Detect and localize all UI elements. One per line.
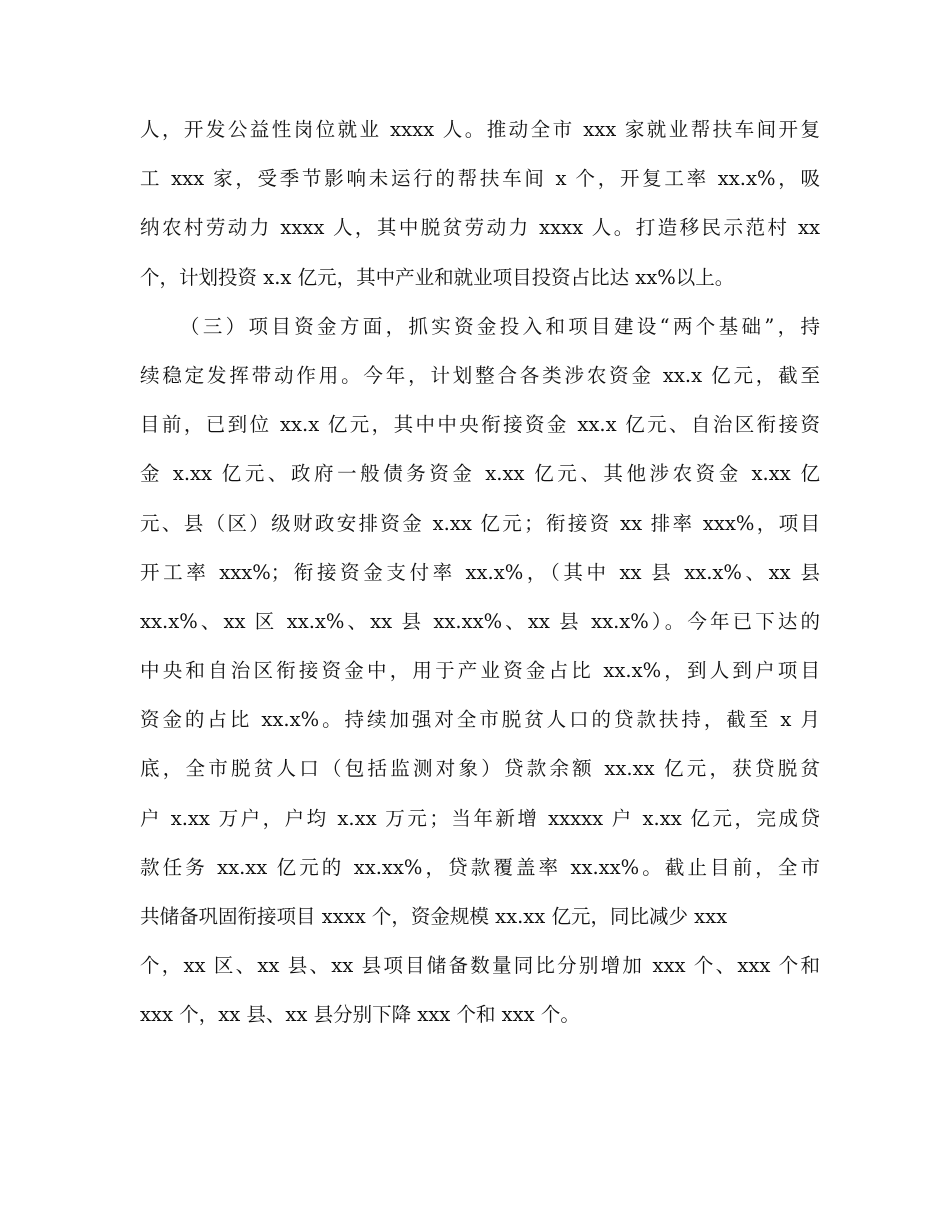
text-line: 目前，已到位 xx.x 亿元，其中中央衔接资金 xx.x 亿元、自治区衔接资 [140,413,820,437]
text-line: 资金的占比 xx.x%。持续加强对全市脱贫人口的贷款扶持，截至 x 月 [140,708,820,732]
text-line: 个，计划投资 x.x 亿元，其中产业和就业项目投资占比达 xx%以上。 [140,265,735,289]
text-line: 纳农村劳动力 xxxx 人，其中脱贫劳动力 xxxx 人。打造移民示范村 xx [140,216,820,240]
text-line: 开工率 xxx%；衔接资金支付率 xx.x%，（其中 xx 县 xx.x%、xx 县 [140,560,820,584]
text-line: 金 x.xx 亿元、政府一般债务资金 x.xx 亿元、其他涉农资金 x.xx 亿 [140,462,820,486]
section-heading-line: （三）项目资金方面，抓实资金投入和项目建设“两个基础”，持 [180,314,820,338]
text-line: 中央和自治区衔接资金中，用于产业资金占比 xx.x%，到人到户项目 [140,659,820,683]
text-line: 个，xx 区、xx 县、xx 县项目储备数量同比分别增加 xxx 个、xxx 个和 [140,954,820,978]
text-line: xx.x%、xx 区 xx.x%、xx 县 xx.xx%、xx 县 xx.x%）。今年已下达的 [140,609,820,633]
text-line: 共储备巩固衔接项目 xxxx 个，资金规模 xx.xx 亿元，同比减少 xxx [140,905,728,928]
text-line: 底，全市脱贫人口（包括监测对象）贷款余额 xx.xx 亿元，获贷脱贫 [140,757,820,781]
body-text [140,105,820,1040]
text-line: xxx 个，xx 县、xx 县分别下降 xxx 个和 xxx 个。 [140,1003,580,1027]
text-line: 工 xxx 家，受季节影响未运行的帮扶车间 x 个，开复工率 xx.x%，吸 [140,167,820,191]
text-line: 元、县（区）级财政安排资金 x.xx 亿元；衔接资 xx 排率 xxx%，项目 [140,511,820,535]
text-line: 人，开发公益性岗位就业 xxxx 人。推动全市 xxx 家就业帮扶车间开复 [140,118,820,141]
text-line: 款任务 xx.xx 亿元的 xx.xx%，贷款覆盖率 xx.xx%。截止目前，全市 [140,855,820,879]
text-line: 续稳定发挥带动作用。今年，计划整合各类涉农资金 xx.x 亿元，截至 [140,363,820,387]
text-line: 户 x.xx 万户，户均 x.xx 万元；当年新增 xxxxx 户 x.xx 亿元，完成贷 [140,806,820,830]
